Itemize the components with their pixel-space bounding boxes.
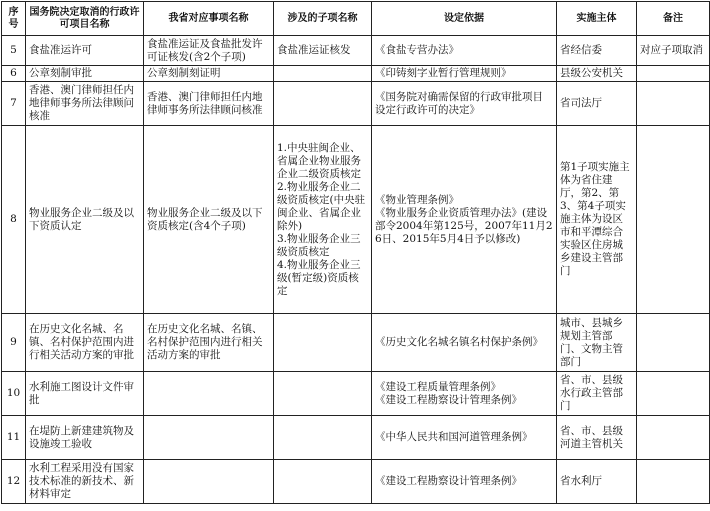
row-authority: 省司法厅 (557, 82, 637, 126)
row-basis: 《历史文化名城名镇名村保护条例》 (372, 314, 557, 372)
header-sub-items: 涉及的子项名称 (274, 2, 372, 36)
row-authority: 县级公安机关 (557, 66, 637, 82)
row-basis: 《国务院对确需保留的行政审批项目设定行政许可的决定》 (372, 82, 557, 126)
header-authority: 实施主体 (557, 2, 637, 36)
row-authority: 省水利厅 (557, 460, 637, 504)
row-seq: 7 (2, 82, 26, 126)
row-sub-items (274, 460, 372, 504)
row-item-name: 公章刻制审批 (26, 66, 144, 82)
table-row (2, 314, 710, 372)
header-province-item: 我省对应事项名称 (144, 2, 274, 36)
table-row (2, 82, 710, 126)
row-note (637, 66, 710, 82)
row-item-name: 水利施工图设计文件审批 (26, 372, 144, 416)
row-basis: 《中华人民共和国河道管理条例》 (372, 416, 557, 460)
row-province-item: 公章刻制刻证明 (144, 66, 274, 82)
table-row (2, 416, 710, 460)
row-province-item (144, 372, 274, 416)
row-basis: 《物业管理条例》 《物业服务企业资质管理办法》(建设部令2004年第125号，2007年11月26日、2015年5月4日予以修改) (372, 126, 557, 314)
row-note (637, 314, 710, 372)
row-sub-items (274, 314, 372, 372)
table-row (2, 460, 710, 504)
row-province-item: 食盐准运证及食盐批发许可证核发(含2个子项) (144, 36, 274, 66)
table-header-row (2, 2, 710, 36)
row-basis: 《印铸刻字业暂行管理规则》 (372, 66, 557, 82)
row-province-item: 在历史文化名城、名镇、名村保护范围内进行相关活动方案的审批 (144, 314, 274, 372)
row-item-name: 在历史文化名城、名镇、名村保护范围内进行相关活动方案的审批 (26, 314, 144, 372)
row-province-item (144, 460, 274, 504)
header-cancelled-item-name: 国务院决定取消的行政许可项目名称 (26, 2, 144, 36)
row-item-name: 物业服务企业二级及以下资质认定 (26, 126, 144, 314)
header-note: 备注 (637, 2, 710, 36)
row-seq: 6 (2, 66, 26, 82)
row-basis: 《食盐专营办法》 (372, 36, 557, 66)
row-authority: 省、市、县级水行政主管部门 (557, 372, 637, 416)
row-sub-items: 食盐准运证核发 (274, 36, 372, 66)
row-note (637, 126, 710, 314)
row-seq: 12 (2, 460, 26, 504)
table-row (2, 126, 710, 314)
row-item-name: 在堤防上新建建筑物及设施竣工验收 (26, 416, 144, 460)
row-authority: 省经信委 (557, 36, 637, 66)
row-seq: 9 (2, 314, 26, 372)
row-basis: 《建设工程勘察设计管理条例》 (372, 460, 557, 504)
header-seq: 序号 (2, 2, 26, 36)
row-authority: 省、市、县级河道主管机关 (557, 416, 637, 460)
row-seq: 10 (2, 372, 26, 416)
row-item-name: 香港、澳门律师担任内地律师事务所法律顾问核准 (26, 82, 144, 126)
approval-items-table (1, 1, 710, 504)
header-basis: 设定依据 (372, 2, 557, 36)
row-sub-items (274, 416, 372, 460)
row-item-name: 食盐准运许可 (26, 36, 144, 66)
row-province-item: 香港、澳门律师担任内地律师事务所法律顾问核准 (144, 82, 274, 126)
row-sub-items (274, 82, 372, 126)
row-authority: 城市、县城乡规划主管部门、文物主管部门 (557, 314, 637, 372)
row-seq: 8 (2, 126, 26, 314)
row-sub-items (274, 372, 372, 416)
table-row (2, 372, 710, 416)
row-item-name: 水利工程采用没有国家技术标准的新技术、新材料审定 (26, 460, 144, 504)
row-note (637, 82, 710, 126)
row-seq: 5 (2, 36, 26, 66)
row-note: 对应子项取消 (637, 36, 710, 66)
row-authority: 第1子项实施主体为省住建厅，第2、第3、第4子项实施主体为设区市和平潭综合实验区住房城乡建设主管部门 (557, 126, 637, 314)
row-note (637, 372, 710, 416)
row-sub-items (274, 66, 372, 82)
table-row (2, 36, 710, 66)
row-basis: 《建设工程质量管理条例》 《建设工程勘察设计管理条例》 (372, 372, 557, 416)
row-seq: 11 (2, 416, 26, 460)
row-province-item: 物业服务企业二级及以下资质核定(含4个子项) (144, 126, 274, 314)
row-province-item (144, 416, 274, 460)
row-note (637, 460, 710, 504)
row-note (637, 416, 710, 460)
row-sub-items: 1.中央驻闽企业、省属企业物业服务企业二级资质核定 2.物业服务企业二级资质核定(中央驻闽企业、省属企业除外) 3.物业服务企业三级资质核定 4.物业服务企业三级(暂定级)资质核定 (274, 126, 372, 314)
table-row (2, 66, 710, 82)
